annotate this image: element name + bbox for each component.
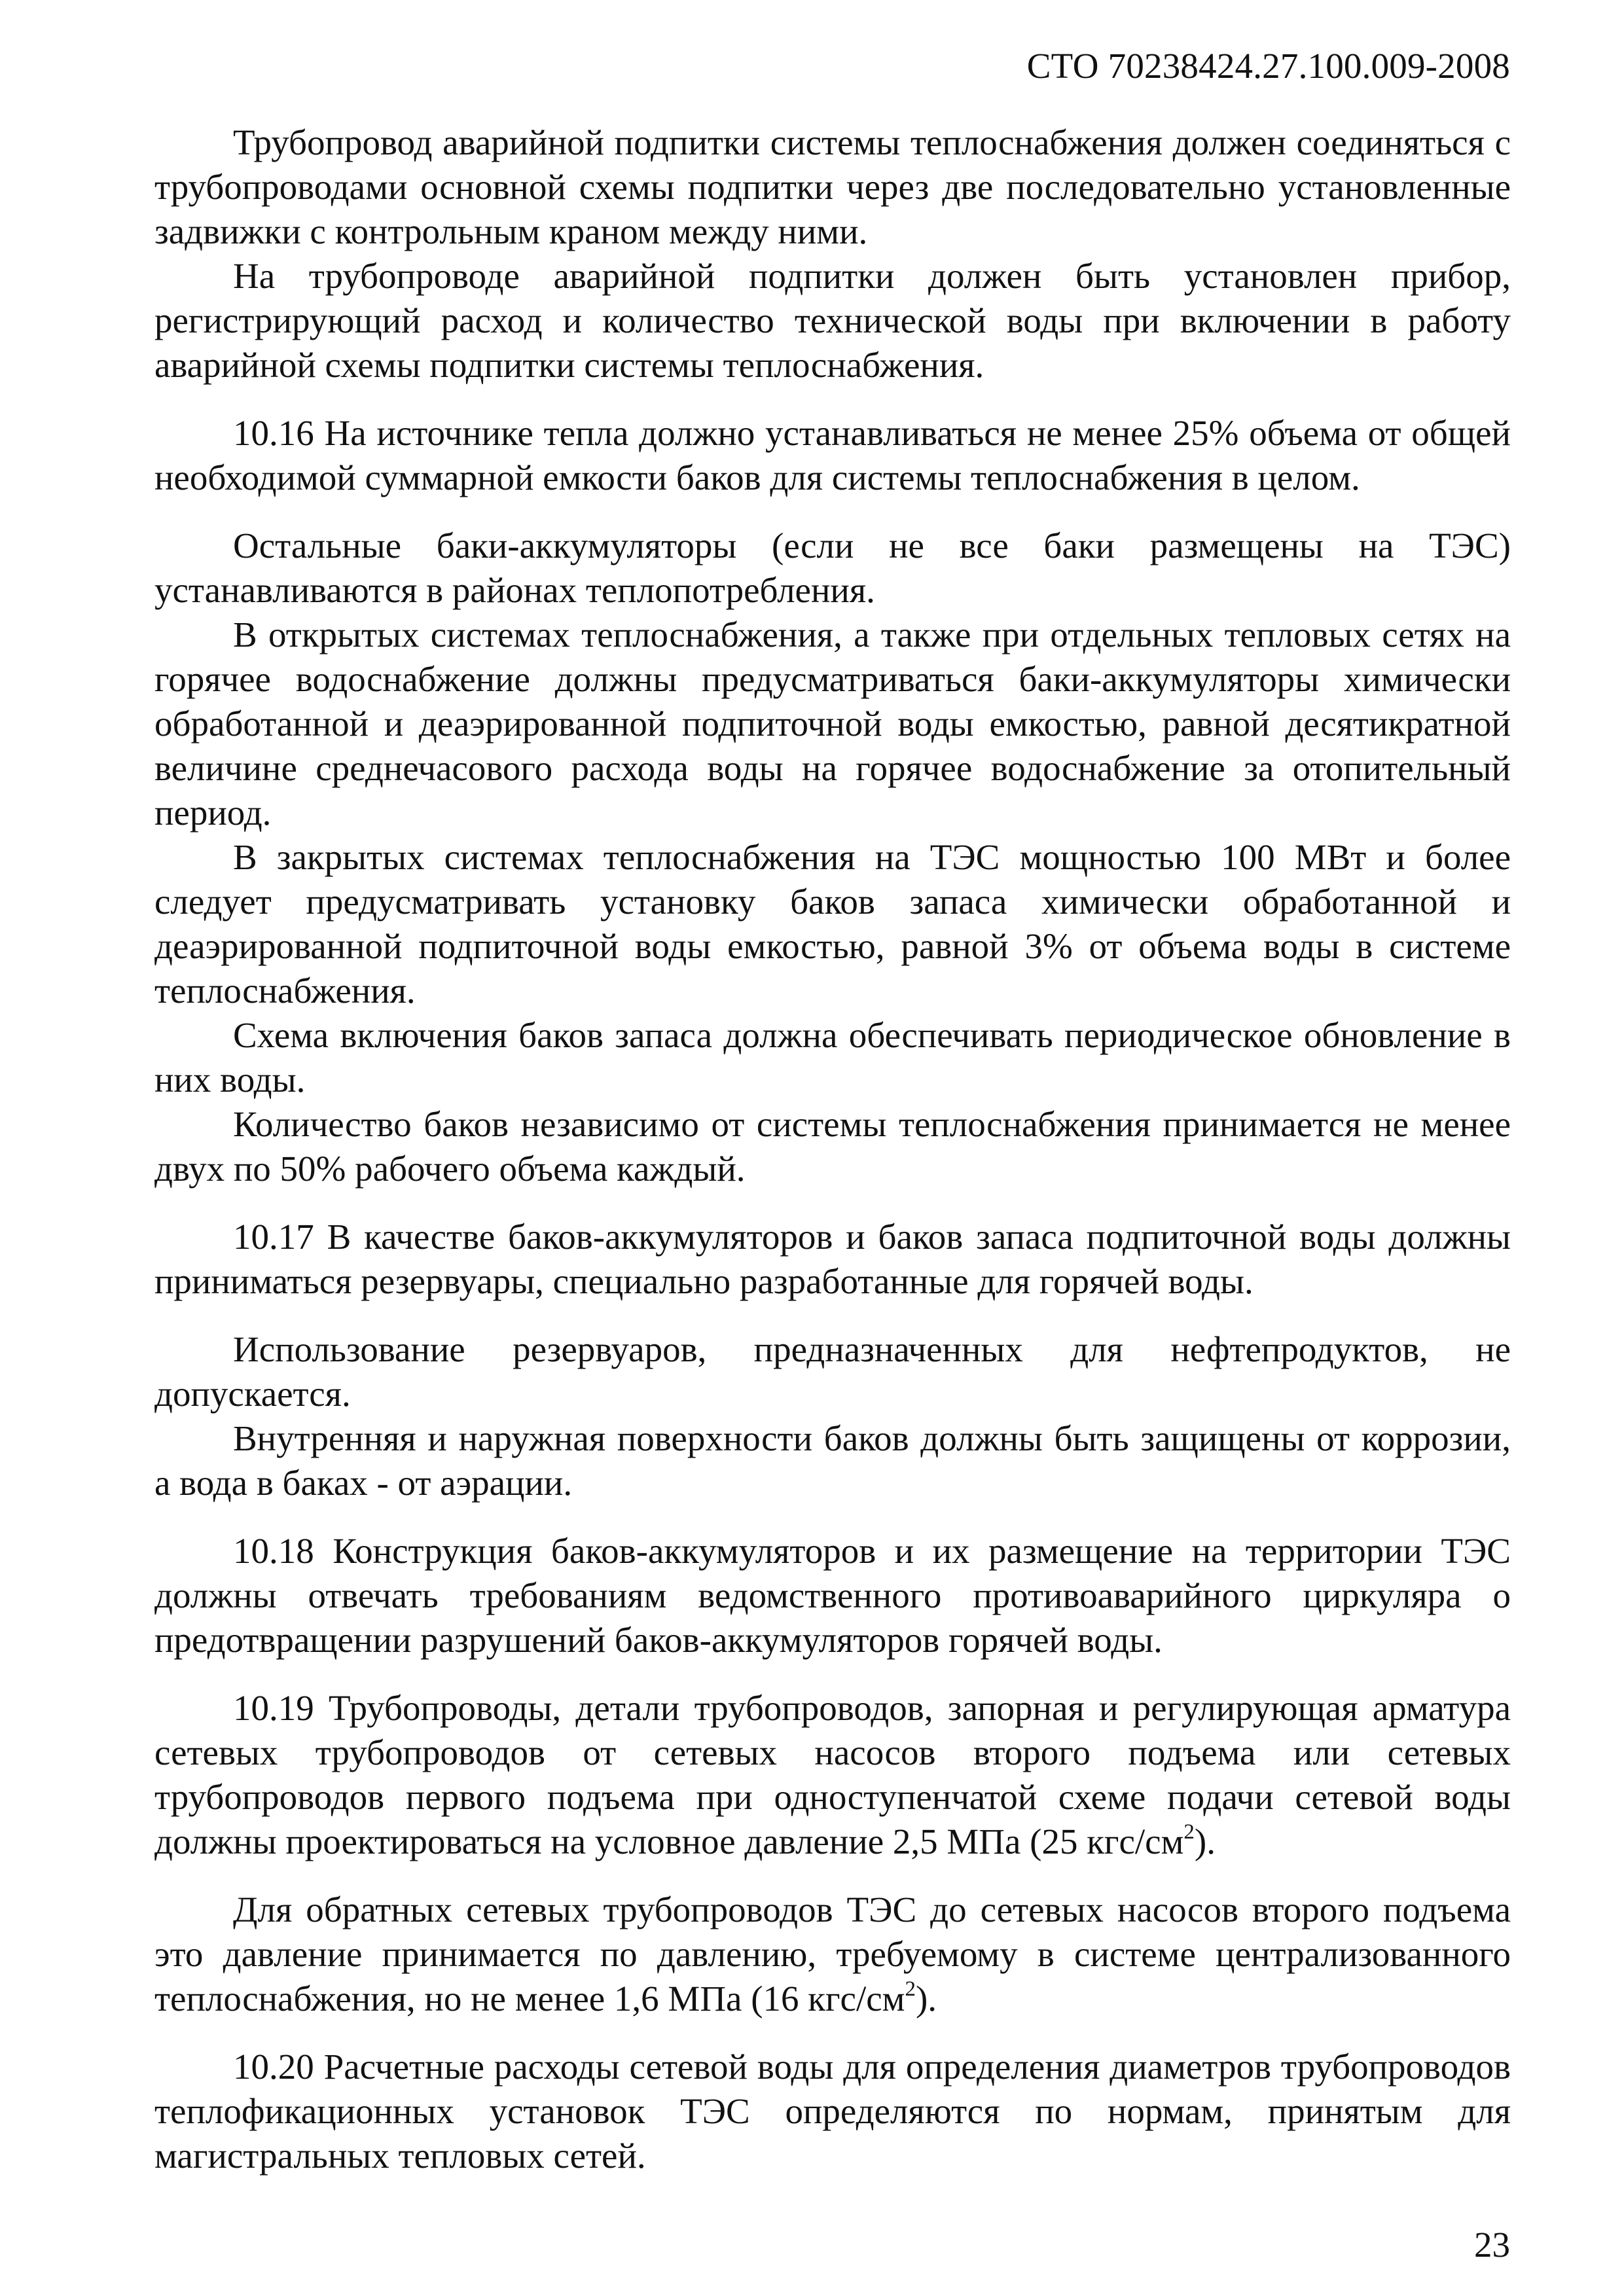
paragraph-10-18: 10.18 Конструкция баков-аккумуляторов и их размещение на территории ТЭС должны отвечать требованиям ведомственного противоаварийного циркуляра о предотвращении разрушений баков-аккумуляторов горячей воды. [154, 1531, 1511, 1660]
paragraph-10-19-tail: ). [1194, 1821, 1216, 1861]
paragraph-return-pipelines-pressure [154, 1888, 1511, 2021]
paragraph-closed-systems-tanks: В закрытых системах теплоснабжения на ТЭС мощностью 100 МВт и более следует предусматривать установку баков запаса химически обработанной и деаэрированной подпиточной воды емкостью, равной 3% от объема воды в системе теплоснабжения. [154, 837, 1511, 1011]
document-code-header: СТО 70238424.27.100.009-2008 [1026, 46, 1510, 86]
paragraph-tank-quantity: Количество баков независимо от системы теплоснабжения принимается не менее двух по 50% рабочего объема каждый. [154, 1104, 1511, 1189]
document-body [154, 120, 1511, 2178]
paragraph-open-systems-tanks: В открытых системах теплоснабжения, а также при отдельных тепловых сетях на горячее водоснабжение должны предусматриваться баки-аккумуляторы химически обработанной и деаэрированной подпиточной воды емкостью, равной десятикратной величине среднечасового расхода воды на горячее водоснабжение за отопительный период. [154, 615, 1511, 833]
paragraph-10-19 [154, 1686, 1511, 1864]
paragraph-remaining-accumulator-tanks: Остальные баки-аккумуляторы (если не все баки размещены на ТЭС) устанавливаются в районах теплопотребления. [154, 526, 1511, 610]
paragraph-return-pipelines-tail: ). [915, 1979, 937, 2018]
paragraph-10-19-text: 10.19 Трубопроводы, детали трубопроводов, запорная и регулирующая арматура сетевых трубопроводов от сетевых насосов второго подъема или сетевых трубопроводов первого подъема при одноступенчатой схеме подачи сетевой воды должны проектироваться на условное давление 2,5 МПа (25 кгс/см [154, 1688, 1511, 1861]
paragraph-return-pipelines-superscript: 2 [905, 1977, 916, 2001]
paragraph-10-20: 10.20 Расчетные расходы сетевой воды для определения диаметров трубопроводов теплофикационных установок ТЭС определяются по нормам, принятым для магистральных тепловых сетей. [154, 2047, 1511, 2176]
paragraph-emergency-makeup-connection: Трубопровод аварийной подпитки системы теплоснабжения должен соединяться с трубопроводами основной схемы подпитки через две последовательно установленные задвижки с контрольным краном между ними. [154, 122, 1511, 251]
paragraph-10-16: 10.16 На источнике тепла должно устанавливаться не менее 25% объема от общей необходимой суммарной емкости баков для системы теплоснабжения в целом. [154, 413, 1511, 497]
paragraph-emergency-makeup-meter: На трубопроводе аварийной подпитки должен быть установлен прибор, регистрирующий расход и количество технической воды при включении в работу аварийной схемы подпитки системы теплоснабжения. [154, 256, 1511, 385]
paragraph-oil-reservoirs-prohibited: Использование резервуаров, предназначенных для нефтепродуктов, не допускается. [154, 1329, 1511, 1414]
page-number: 23 [1474, 2225, 1510, 2265]
paragraph-tank-renewal-scheme: Схема включения баков запаса должна обеспечивать периодическое обновление в них воды. [154, 1015, 1511, 1100]
paragraph-return-pipelines-text: Для обратных сетевых трубопроводов ТЭС до сетевых насосов второго подъема это давление принимается по давлению, требуемому в системе централизованного теплоснабжения, но не менее 1,6 МПа (16 кгс/см [154, 1890, 1511, 2018]
paragraph-10-17: 10.17 В качестве баков-аккумуляторов и баков запаса подпиточной воды должны приниматься резервуары, специально разработанные для горячей воды. [154, 1217, 1511, 1301]
paragraph-corrosion-protection: Внутренняя и наружная поверхности баков должны быть защищены от коррозии, а вода в баках - от аэрации. [154, 1418, 1511, 1503]
paragraph-10-19-superscript: 2 [1183, 1820, 1195, 1844]
